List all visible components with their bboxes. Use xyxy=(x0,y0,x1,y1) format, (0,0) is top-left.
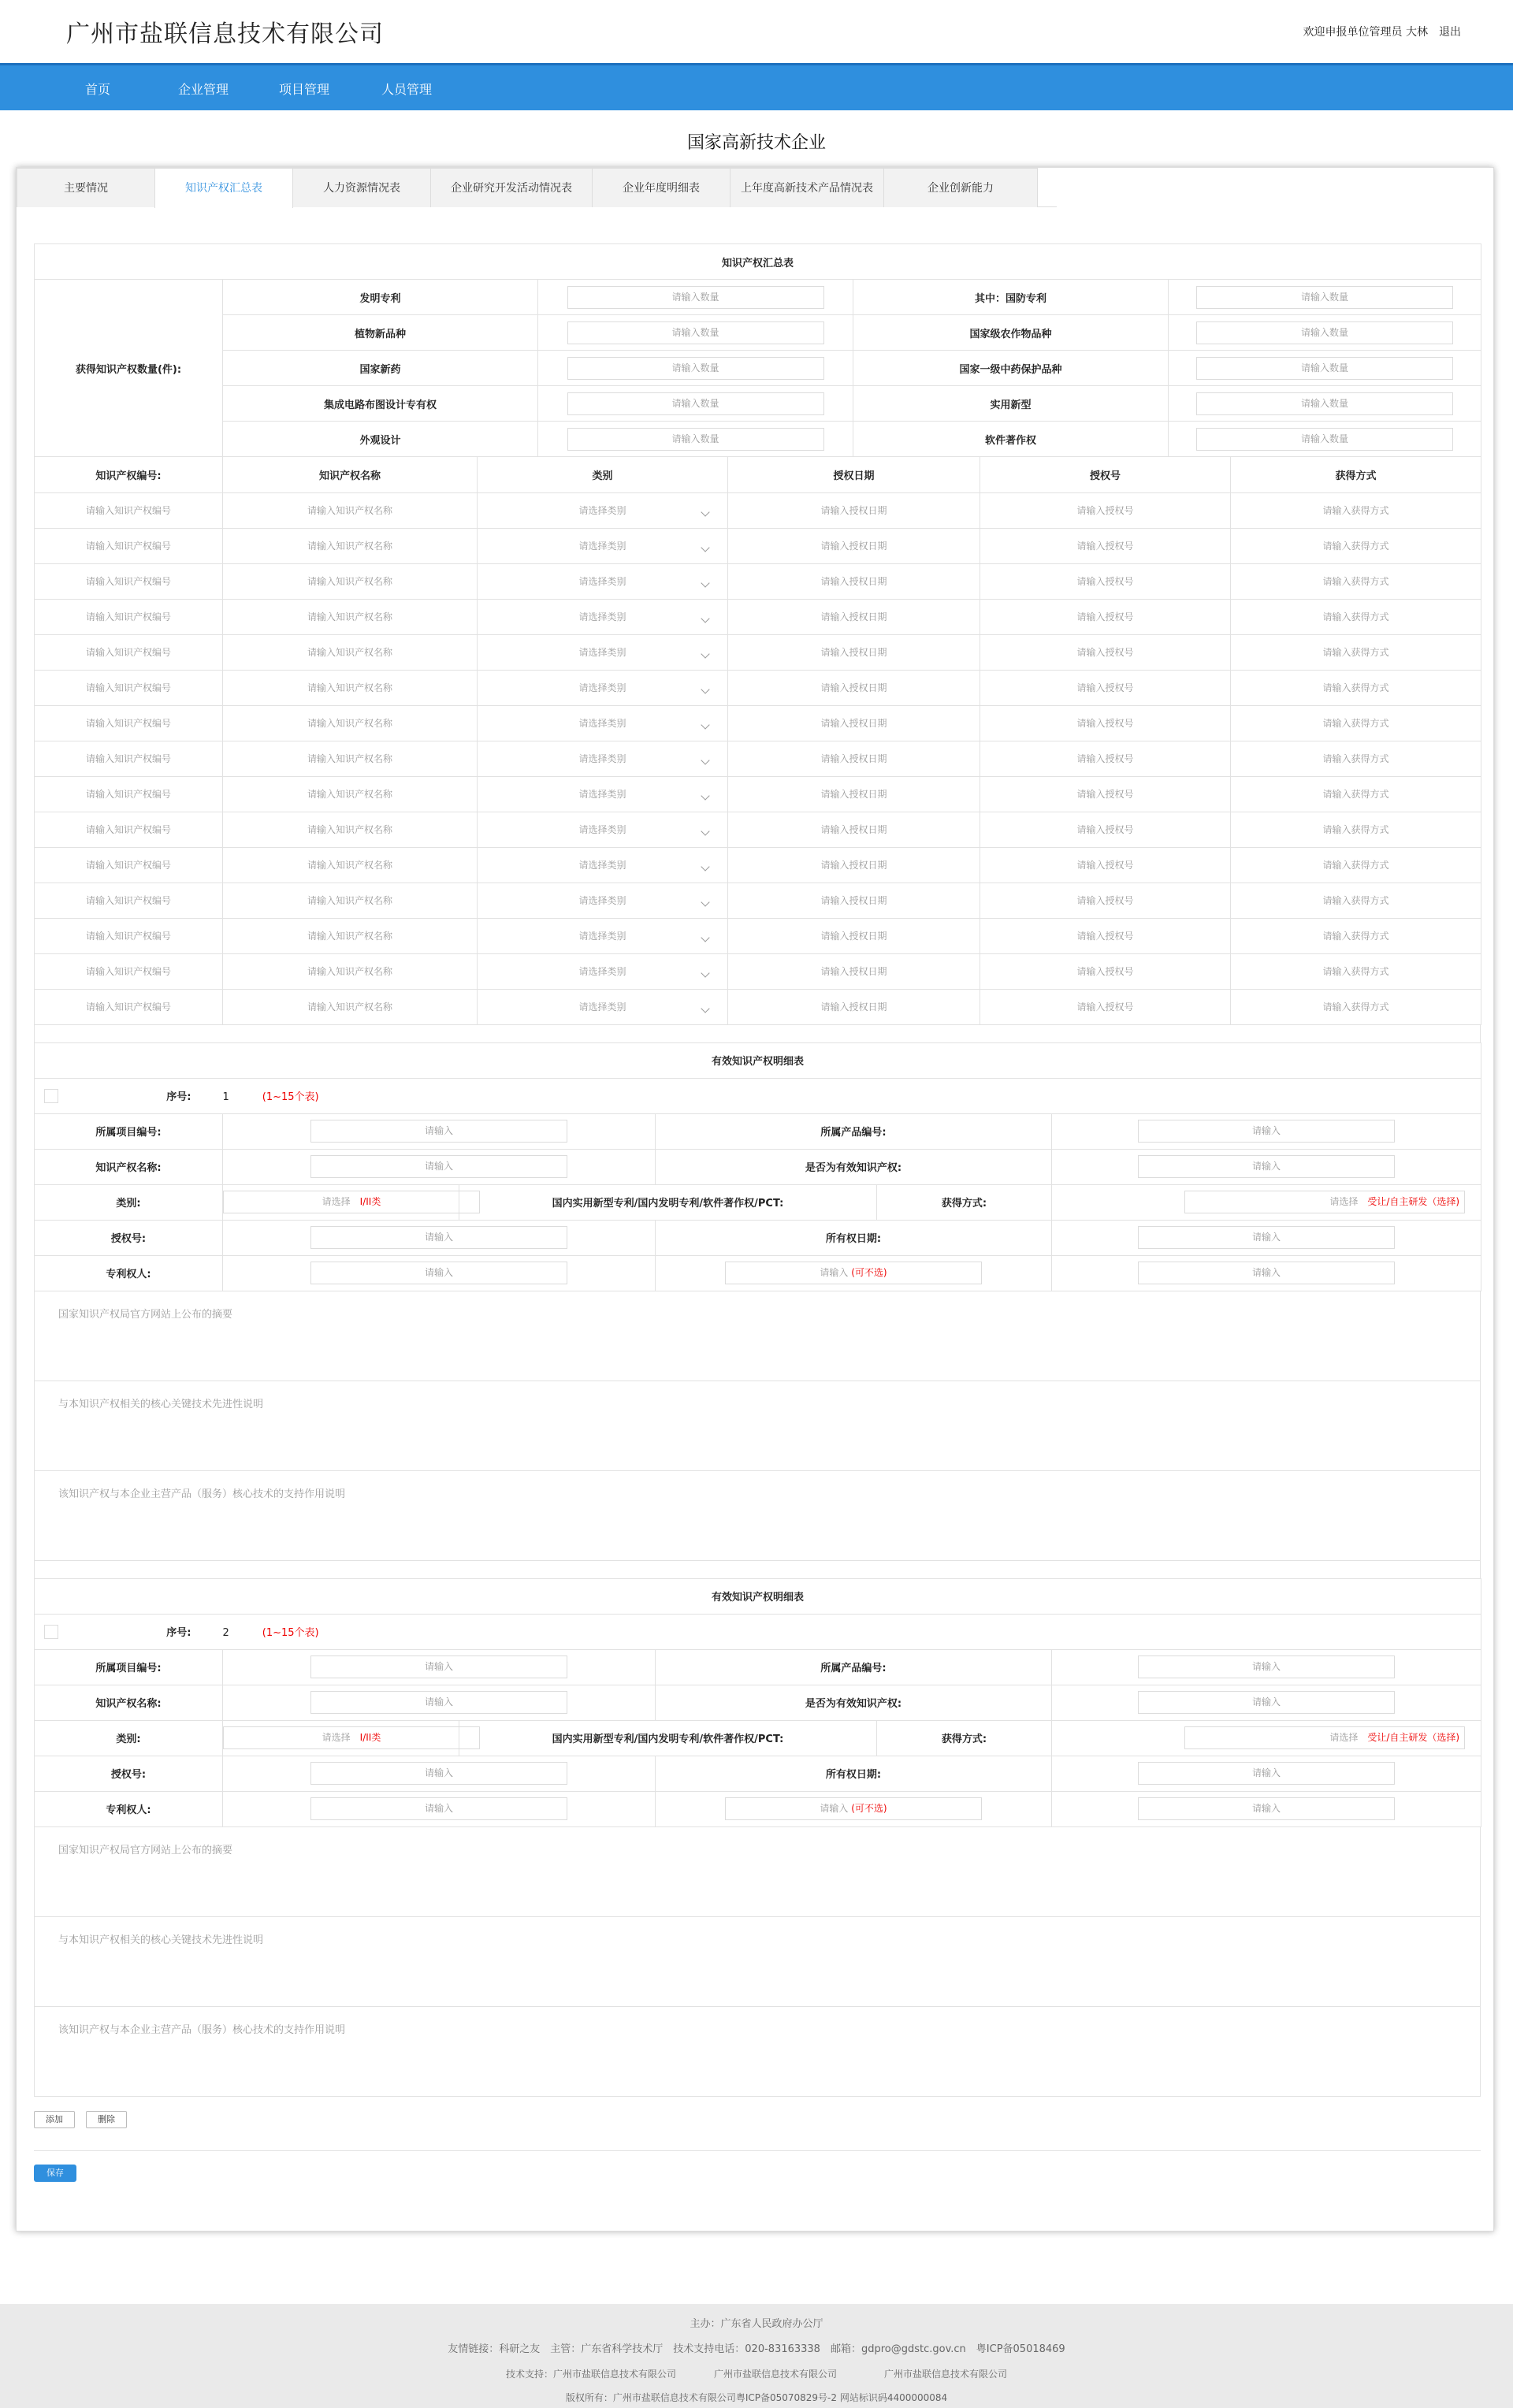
row-method-input[interactable]: 请输入获得方式 xyxy=(1322,789,1389,800)
table-row xyxy=(35,989,1481,1024)
row-auth-no-input[interactable]: 请输入授权号 xyxy=(1076,789,1134,800)
row-ip-no-input[interactable]: 请输入知识产权编号 xyxy=(85,966,171,977)
row-method-input[interactable]: 请输入获得方式 xyxy=(1322,753,1389,764)
seq-label: 序号: xyxy=(166,1091,191,1103)
row-auth-no-input[interactable]: 请输入授权号 xyxy=(1076,647,1134,658)
patentee-3-input[interactable]: 请输入 xyxy=(1138,1797,1395,1820)
row-ip-name-input[interactable]: 请输入知识产权名称 xyxy=(307,505,392,516)
advancement-textarea[interactable]: 与本知识产权相关的核心关键技术先进性说明 xyxy=(34,1381,1481,1471)
ip-detail-block xyxy=(34,1042,1481,1578)
ip-name-input[interactable]: 请输入 xyxy=(310,1691,567,1714)
detail-table xyxy=(34,1578,1481,1827)
row-auth-no-input[interactable]: 请输入授权号 xyxy=(1076,895,1134,906)
label-ic-layout: 集成电路布图设计专有权 xyxy=(223,386,538,422)
row-category-select[interactable]: 请选择类别 xyxy=(578,931,626,942)
label-design: 外观设计 xyxy=(223,422,538,457)
tab-rd[interactable]: 企业研究开发活动情况表 xyxy=(430,168,593,207)
ip-panel xyxy=(34,243,1481,2199)
form-card xyxy=(16,167,1494,2231)
patentee-3-input[interactable]: 请输入 xyxy=(1138,1262,1395,1284)
acquire-hint: 受让/自主研发（选择) xyxy=(1367,1196,1460,1207)
row-auth-date-input[interactable]: 请输入授权日期 xyxy=(820,647,887,658)
chevron-down-icon xyxy=(701,614,709,622)
label-product-no: 所属产品编号: xyxy=(656,1113,1052,1149)
row-auth-no-input[interactable]: 请输入授权号 xyxy=(1076,860,1134,871)
row-method-input[interactable]: 请输入获得方式 xyxy=(1322,682,1389,693)
chevron-down-icon xyxy=(701,685,709,693)
count-input[interactable]: 请输入数量 xyxy=(1196,286,1453,309)
row-category-select[interactable]: 请选择类别 xyxy=(578,505,626,516)
row-category-select[interactable]: 请选择类别 xyxy=(578,682,626,693)
row-method-input[interactable]: 请输入获得方式 xyxy=(1322,576,1389,587)
label-auth-no: 授权号: xyxy=(35,1756,223,1791)
table-row xyxy=(35,918,1481,953)
chevron-down-icon xyxy=(701,968,709,977)
row-method-input[interactable]: 请输入获得方式 xyxy=(1322,824,1389,835)
list-header-date: 授权日期 xyxy=(728,457,980,492)
label-defense-patent: 其中：国防专利 xyxy=(853,280,1169,315)
row-ip-no-input[interactable]: 请输入知识产权编号 xyxy=(85,824,171,835)
row-ip-name-input[interactable]: 请输入知识产权名称 xyxy=(307,895,392,906)
label-acquire: 获得方式: xyxy=(877,1720,1052,1756)
row-category-select[interactable]: 请选择类别 xyxy=(578,647,626,658)
label-acquire: 获得方式: xyxy=(877,1184,1052,1220)
table-row xyxy=(35,634,1481,670)
is-valid-input[interactable]: 请输入 xyxy=(1138,1155,1395,1178)
tab-main[interactable]: 主要情况 xyxy=(17,168,155,207)
row-ip-name-input[interactable]: 请输入知识产权名称 xyxy=(307,541,392,552)
label-patentee: 专利权人: xyxy=(35,1255,223,1291)
chevron-down-icon xyxy=(701,933,709,942)
row-ip-name-input[interactable]: 请输入知识产权名称 xyxy=(307,576,392,587)
save-button[interactable]: 保存 xyxy=(34,2165,76,2182)
table-row xyxy=(35,812,1481,847)
tab-innovation[interactable]: 企业创新能力 xyxy=(883,168,1038,207)
row-auth-no-input[interactable]: 请输入授权号 xyxy=(1076,682,1134,693)
list-header-category: 类别 xyxy=(478,457,728,492)
table-row xyxy=(35,953,1481,989)
row-ip-no-input[interactable]: 请输入知识产权编号 xyxy=(85,576,171,587)
table-row xyxy=(35,883,1481,918)
auth-no-input[interactable]: 请输入 xyxy=(310,1226,567,1249)
label-ip-name: 知识产权名称: xyxy=(35,1685,223,1720)
row-method-input[interactable]: 请输入获得方式 xyxy=(1322,966,1389,977)
label-is-valid: 是否为有效知识产权: xyxy=(656,1685,1052,1720)
row-ip-no-input[interactable]: 请输入知识产权编号 xyxy=(85,505,171,516)
row-category-select[interactable]: 请选择类别 xyxy=(578,541,626,552)
row-ip-no-input[interactable]: 请输入知识产权编号 xyxy=(85,682,171,693)
row-method-input[interactable]: 请输入获得方式 xyxy=(1322,860,1389,871)
tab-hr[interactable]: 人力资源情况表 xyxy=(292,168,431,207)
support-textarea[interactable]: 该知识产权与本企业主营产品（服务）核心技术的支持作用说明 xyxy=(34,2007,1481,2097)
summary-title: 知识产权汇总表 xyxy=(35,244,1481,280)
row-ip-no-input[interactable]: 请输入知识产权编号 xyxy=(85,611,171,622)
acquire-hint: 受让/自主研发（选择) xyxy=(1367,1732,1460,1743)
chevron-down-icon xyxy=(701,507,709,516)
seq-value: 2 xyxy=(222,1627,229,1639)
count-input[interactable]: 请输入数量 xyxy=(1196,321,1453,344)
row-auth-date-input[interactable]: 请输入授权日期 xyxy=(820,895,887,906)
spacer xyxy=(34,1025,1481,1042)
count-input[interactable]: 请输入数量 xyxy=(567,357,824,380)
table-row xyxy=(35,847,1481,883)
project-no-input[interactable]: 请输入 xyxy=(310,1120,567,1143)
seq-hint: (1~15个表) xyxy=(262,1627,319,1639)
row-ip-no-input[interactable]: 请输入知识产权编号 xyxy=(85,647,171,658)
row-method-input[interactable]: 请输入获得方式 xyxy=(1322,895,1389,906)
advancement-textarea[interactable]: 与本知识产权相关的核心关键技术先进性说明 xyxy=(34,1917,1481,2007)
footer-links: 友情链接：科研之友 主管：广东省科学技术厅 技术支持电话：020-83163338 邮箱：gdpro@gdstc.gov.cn 粤ICP备05018469 xyxy=(448,2343,1065,2355)
ip-detail-block xyxy=(34,1578,1481,2097)
support-textarea[interactable]: 该知识产权与本企业主营产品（服务）核心技术的支持作用说明 xyxy=(34,1471,1481,1561)
row-auth-no-input[interactable]: 请输入授权号 xyxy=(1076,611,1134,622)
patentee-extra-placeholder: 请输入 xyxy=(820,1803,849,1814)
footer-copyright: 版权所有：广州市盐联信息技术有限公司粤ICP备05070829号-2 网站标识码4400000084 xyxy=(565,2392,948,2403)
footer xyxy=(0,2304,1513,2408)
label-category: 类别: xyxy=(35,1184,223,1220)
label-project-no: 所属项目编号: xyxy=(35,1113,223,1149)
count-input[interactable]: 请输入数量 xyxy=(567,428,824,451)
label-category: 类别: xyxy=(35,1720,223,1756)
row-category-select[interactable]: 请选择类别 xyxy=(578,576,626,587)
summary-table xyxy=(34,243,1481,457)
detail-title: 有效知识产权明细表 xyxy=(35,1042,1481,1078)
row-ip-name-input[interactable]: 请输入知识产权名称 xyxy=(307,611,392,622)
row-auth-date-input[interactable]: 请输入授权日期 xyxy=(820,966,887,977)
row-auth-no-input[interactable]: 请输入授权号 xyxy=(1076,1001,1134,1013)
row-method-input[interactable]: 请输入获得方式 xyxy=(1322,541,1389,552)
row-auth-no-input[interactable]: 请输入授权号 xyxy=(1076,718,1134,729)
chevron-down-icon xyxy=(701,897,709,906)
list-header-auth-no: 授权号 xyxy=(980,457,1231,492)
footer-host: 主办：广东省人民政府办公厅 xyxy=(690,2318,823,2330)
own-date-input[interactable]: 请输入 xyxy=(1138,1762,1395,1785)
logout-link[interactable]: 退出 xyxy=(1439,26,1461,39)
row-method-input[interactable]: 请输入获得方式 xyxy=(1322,611,1389,622)
row-ip-name-input[interactable]: 请输入知识产权名称 xyxy=(307,931,392,942)
header xyxy=(0,0,1513,63)
optional-hint: (可不选) xyxy=(851,1803,887,1814)
row-category-select[interactable]: 请选择类别 xyxy=(578,1001,626,1013)
label-domestic: 国内实用新型专利/国内发明专利/软件著作权/PCT: xyxy=(459,1184,877,1220)
count-input[interactable]: 请输入数量 xyxy=(1196,392,1453,415)
row-ip-name-input[interactable]: 请输入知识产权名称 xyxy=(307,647,392,658)
chevron-down-icon xyxy=(701,791,709,800)
row-auth-date-input[interactable]: 请输入授权日期 xyxy=(820,682,887,693)
user-area xyxy=(1292,24,1461,39)
row-category-select[interactable]: 请选择类别 xyxy=(578,860,626,871)
row-auth-date-input[interactable]: 请输入授权日期 xyxy=(820,1001,887,1013)
category-hint: I/II类 xyxy=(359,1732,381,1743)
row-auth-date-input[interactable]: 请输入授权日期 xyxy=(820,824,887,835)
row-auth-date-input[interactable]: 请输入授权日期 xyxy=(820,718,887,729)
page-title: 国家高新技术企业 xyxy=(686,133,826,153)
label-crop-variety: 国家级农作物品种 xyxy=(853,315,1169,351)
row-auth-date-input[interactable]: 请输入授权日期 xyxy=(820,789,887,800)
row-auth-no-input[interactable]: 请输入授权号 xyxy=(1076,966,1134,977)
count-input[interactable]: 请输入数量 xyxy=(567,392,824,415)
is-valid-input[interactable]: 请输入 xyxy=(1138,1691,1395,1714)
row-ip-no-input[interactable]: 请输入知识产权编号 xyxy=(85,931,171,942)
own-date-input[interactable]: 请输入 xyxy=(1138,1226,1395,1249)
acquire-select[interactable] xyxy=(1184,1726,1465,1749)
table-row xyxy=(35,492,1481,528)
count-input[interactable]: 请输入数量 xyxy=(1196,428,1453,451)
acquire-placeholder: 请选择 xyxy=(1329,1732,1359,1743)
auth-no-input[interactable]: 请输入 xyxy=(310,1762,567,1785)
row-auth-date-input[interactable]: 请输入授权日期 xyxy=(820,931,887,942)
category-hint: I/II类 xyxy=(359,1196,381,1207)
list-header-method: 获得方式 xyxy=(1231,457,1481,492)
label-tcm-protection: 国家一级中药保护品种 xyxy=(853,351,1169,386)
label-domestic: 国内实用新型专利/国内发明专利/软件著作权/PCT: xyxy=(459,1720,877,1756)
chevron-down-icon xyxy=(701,1004,709,1013)
row-category-select[interactable]: 请选择类别 xyxy=(578,895,626,906)
label-plant-variety: 植物新品种 xyxy=(223,315,538,351)
table-row xyxy=(35,705,1481,741)
row-ip-no-input[interactable]: 请输入知识产权编号 xyxy=(85,789,171,800)
chevron-down-icon xyxy=(701,862,709,871)
tab-ip-summary[interactable]: 知识产权汇总表 xyxy=(154,168,293,208)
project-no-input[interactable]: 请输入 xyxy=(310,1656,567,1678)
abstract-textarea[interactable]: 国家知识产权局官方网站上公布的摘要 xyxy=(34,1291,1481,1381)
list-header-no: 知识产权编号: xyxy=(35,457,223,492)
abstract-textarea[interactable]: 国家知识产权局官方网站上公布的摘要 xyxy=(34,1827,1481,1917)
row-method-input[interactable]: 请输入获得方式 xyxy=(1322,1001,1389,1013)
main-nav xyxy=(0,63,1513,110)
row-auth-date-input[interactable]: 请输入授权日期 xyxy=(820,753,887,764)
patentee-input[interactable]: 请输入 xyxy=(310,1262,567,1284)
divider xyxy=(34,2150,1481,2151)
chevron-down-icon xyxy=(701,827,709,835)
row-auth-date-input[interactable]: 请输入授权日期 xyxy=(820,611,887,622)
label-new-drug: 国家新药 xyxy=(223,351,538,386)
row-category-select[interactable]: 请选择类别 xyxy=(578,753,626,764)
welcome-text: 欢迎申报单位管理员 大林 xyxy=(1303,26,1428,39)
row-auth-no-input[interactable]: 请输入授权号 xyxy=(1076,931,1134,942)
row-auth-date-input[interactable]: 请输入授权日期 xyxy=(820,860,887,871)
row-ip-name-input[interactable]: 请输入知识产权名称 xyxy=(307,1001,392,1013)
detail-title: 有效知识产权明细表 xyxy=(35,1578,1481,1614)
table-row xyxy=(35,599,1481,634)
row-checkbox[interactable] xyxy=(44,1625,58,1639)
label-utility-model: 实用新型 xyxy=(853,386,1169,422)
list-header-name: 知识产权名称 xyxy=(223,457,478,492)
row-category-select[interactable]: 请选择类别 xyxy=(578,718,626,729)
row-ip-name-input[interactable]: 请输入知识产权名称 xyxy=(307,966,392,977)
row-auth-no-input[interactable]: 请输入授权号 xyxy=(1076,576,1134,587)
row-ip-name-input[interactable]: 请输入知识产权名称 xyxy=(307,753,392,764)
ip-name-input[interactable]: 请输入 xyxy=(310,1155,567,1178)
delete-button[interactable]: 删除 xyxy=(86,2111,127,2128)
count-input[interactable]: 请输入数量 xyxy=(1196,357,1453,380)
table-row xyxy=(35,741,1481,776)
label-patentee: 专利权人: xyxy=(35,1791,223,1826)
seq-hint: (1~15个表) xyxy=(262,1091,319,1103)
patentee-extra-input[interactable] xyxy=(725,1797,982,1820)
label-project-no: 所属项目编号: xyxy=(35,1649,223,1685)
table-row xyxy=(35,776,1481,812)
acquire-select[interactable] xyxy=(1184,1191,1465,1213)
row-category-select[interactable]: 请选择类别 xyxy=(578,611,626,622)
row-method-input[interactable]: 请输入获得方式 xyxy=(1322,647,1389,658)
label-product-no: 所属产品编号: xyxy=(656,1649,1052,1685)
product-no-input[interactable]: 请输入 xyxy=(1138,1120,1395,1143)
chevron-down-icon xyxy=(701,578,709,587)
chevron-down-icon xyxy=(701,720,709,729)
row-auth-date-input[interactable]: 请输入授权日期 xyxy=(820,576,887,587)
row-ip-no-input[interactable]: 请输入知识产权编号 xyxy=(85,860,171,871)
patentee-extra-placeholder: 请输入 xyxy=(820,1267,849,1278)
spacer xyxy=(34,1561,1481,1578)
summary-group-label: 获得知识产权数量(件): xyxy=(35,280,223,457)
patentee-input[interactable]: 请输入 xyxy=(310,1797,567,1820)
add-button[interactable]: 添加 xyxy=(34,2111,75,2128)
tab-annual[interactable]: 企业年度明细表 xyxy=(592,168,730,207)
label-own-date: 所有权日期: xyxy=(656,1756,1052,1791)
label-software-copyright: 软件著作权 xyxy=(853,422,1169,457)
table-row xyxy=(35,528,1481,563)
row-ip-name-input[interactable]: 请输入知识产权名称 xyxy=(307,824,392,835)
category-select[interactable] xyxy=(223,1726,480,1749)
label-auth-no: 授权号: xyxy=(35,1220,223,1255)
count-input[interactable]: 请输入数量 xyxy=(567,321,824,344)
row-ip-name-input[interactable]: 请输入知识产权名称 xyxy=(307,789,392,800)
seq-value: 1 xyxy=(222,1091,229,1103)
row-method-input[interactable]: 请输入获得方式 xyxy=(1322,931,1389,942)
product-no-input[interactable]: 请输入 xyxy=(1138,1656,1395,1678)
row-method-input[interactable]: 请输入获得方式 xyxy=(1322,505,1389,516)
row-category-select[interactable]: 请选择类别 xyxy=(578,789,626,800)
row-ip-no-input[interactable]: 请输入知识产权编号 xyxy=(85,753,171,764)
label-invention-patent: 发明专利 xyxy=(223,280,538,315)
row-auth-no-input[interactable]: 请输入授权号 xyxy=(1076,541,1134,552)
row-auth-no-input[interactable]: 请输入授权号 xyxy=(1076,824,1134,835)
row-ip-no-input[interactable]: 请输入知识产权编号 xyxy=(85,541,171,552)
chevron-down-icon xyxy=(701,649,709,658)
label-own-date: 所有权日期: xyxy=(656,1220,1052,1255)
category-placeholder: 请选择 xyxy=(322,1732,351,1743)
table-row xyxy=(35,563,1481,599)
row-auth-no-input[interactable]: 请输入授权号 xyxy=(1076,505,1134,516)
nav-enterprise[interactable]: 企业管理 xyxy=(178,82,229,97)
chevron-down-icon xyxy=(701,756,709,764)
tab-products[interactable]: 上年度高新技术产品情况表 xyxy=(730,168,884,207)
row-auth-no-input[interactable]: 请输入授权号 xyxy=(1076,753,1134,764)
tab-bar xyxy=(17,168,1057,207)
row-auth-date-input[interactable]: 请输入授权日期 xyxy=(820,505,887,516)
chevron-down-icon xyxy=(701,543,709,552)
optional-hint: (可不选) xyxy=(851,1267,887,1278)
company-title: 广州市盐联信息技术有限公司 xyxy=(66,20,384,48)
row-ip-name-input[interactable]: 请输入知识产权名称 xyxy=(307,860,392,871)
row-category-select[interactable]: 请选择类别 xyxy=(578,966,626,977)
acquire-placeholder: 请选择 xyxy=(1329,1196,1359,1207)
patentee-extra-input[interactable] xyxy=(725,1262,982,1284)
footer-support: 技术支持：广州市盐联信息技术有限公司 广州市盐联信息技术有限公司 广州市盐联信息技术有限公司 xyxy=(505,2369,1007,2380)
nav-home[interactable]: 首页 xyxy=(85,82,111,97)
detail-table xyxy=(34,1042,1481,1291)
ip-list-table xyxy=(34,457,1481,1025)
row-ip-no-input[interactable]: 请输入知识产权编号 xyxy=(85,718,171,729)
category-select[interactable] xyxy=(223,1191,480,1213)
category-placeholder: 请选择 xyxy=(322,1196,351,1207)
row-ip-no-input[interactable]: 请输入知识产权编号 xyxy=(85,1001,171,1013)
seq-label: 序号: xyxy=(166,1627,191,1639)
row-category-select[interactable]: 请选择类别 xyxy=(578,824,626,835)
count-input[interactable]: 请输入数量 xyxy=(567,286,824,309)
table-row xyxy=(35,670,1481,705)
label-is-valid: 是否为有效知识产权: xyxy=(656,1149,1052,1184)
row-ip-name-input[interactable]: 请输入知识产权名称 xyxy=(307,718,392,729)
row-auth-date-input[interactable]: 请输入授权日期 xyxy=(820,541,887,552)
nav-people[interactable]: 人员管理 xyxy=(381,82,433,97)
row-method-input[interactable]: 请输入获得方式 xyxy=(1322,718,1389,729)
row-ip-name-input[interactable]: 请输入知识产权名称 xyxy=(307,682,392,693)
row-checkbox[interactable] xyxy=(44,1089,58,1103)
label-ip-name: 知识产权名称: xyxy=(35,1149,223,1184)
row-ip-no-input[interactable]: 请输入知识产权编号 xyxy=(85,895,171,906)
nav-project[interactable]: 项目管理 xyxy=(279,82,330,97)
